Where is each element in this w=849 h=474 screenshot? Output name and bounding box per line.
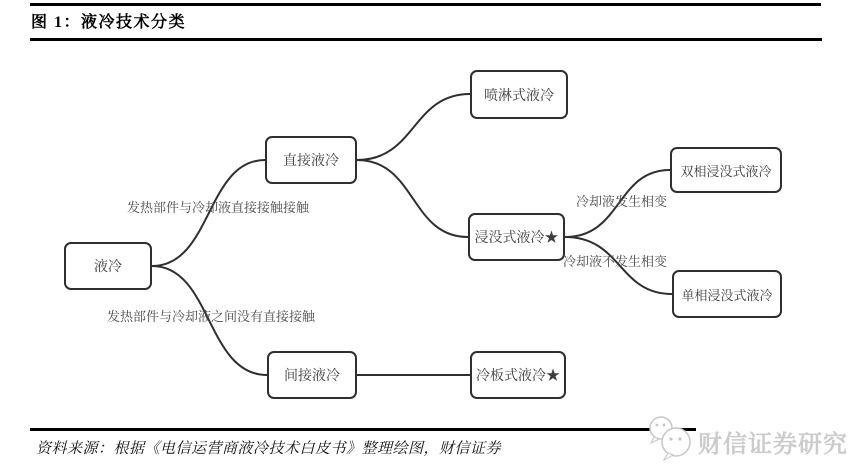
chat-bubbles-logo-icon	[646, 410, 696, 466]
node-immersion-liquid-cooling: 浸没式液冷★	[468, 213, 565, 261]
node-spray-liquid-cooling: 喷淋式液冷	[470, 70, 568, 119]
figure-title: 图 1：液冷技术分类	[31, 14, 187, 31]
edge-label-phase-change: 冷却液发生相变	[576, 194, 668, 209]
edge-label-no-phase-change: 冷却液不发生相变	[563, 254, 668, 269]
edge-label-no-direct-contact: 发热部件与冷却液之间没有直接接触	[107, 309, 316, 324]
node-direct-liquid-cooling: 直接液冷	[265, 136, 357, 184]
watermark	[646, 406, 848, 468]
node-cold-plate-liquid-cooling: 冷板式液冷★	[470, 351, 566, 399]
node-indirect-liquid-cooling: 间接液冷	[267, 351, 357, 399]
source-note: 资料来源：根据《电信运营商液冷技术白皮书》整理绘图，财信证券	[36, 441, 502, 457]
node-single-phase-immersion: 单相浸没式液冷	[672, 270, 782, 318]
node-two-phase-immersion: 双相浸没式液冷	[670, 147, 782, 193]
node-liquid-cooling: 液冷	[64, 242, 152, 290]
watermark-text: 财信证券研究	[696, 424, 849, 459]
edge-label-direct-contact: 发热部件与冷却液直接接触接触	[127, 200, 310, 215]
